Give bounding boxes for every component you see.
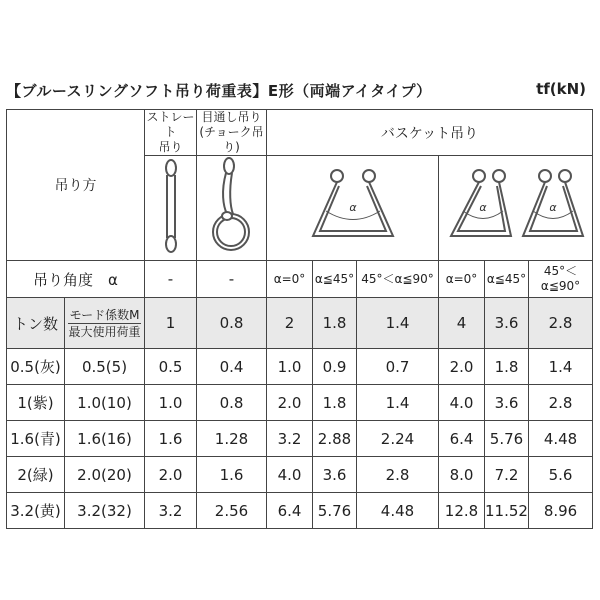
basket-header: バスケット吊り (267, 110, 593, 156)
value-cell: 2.88 (313, 421, 357, 457)
value-cell: 1.0 (145, 385, 197, 421)
value-cell: 4.48 (357, 493, 439, 529)
mode-value: 2 (267, 298, 313, 349)
table-title: 【ブルースリングソフト吊り荷重表】E形（両端アイタイプ） (6, 82, 432, 100)
basket-diagram-double (439, 156, 593, 261)
angle-cell: α=0° (439, 261, 485, 298)
mode-value: 4 (439, 298, 485, 349)
table-row (7, 349, 593, 385)
alpha-label: α (348, 201, 357, 214)
load-table (6, 109, 593, 529)
load-cell: 0.5(5) (65, 349, 145, 385)
unit-label: tf(kN) (536, 80, 586, 98)
load-cell: 3.2(32) (65, 493, 145, 529)
value-cell: 1.8 (485, 349, 529, 385)
value-cell: 8.96 (529, 493, 593, 529)
value-cell: 2.0 (439, 349, 485, 385)
value-cell: 5.76 (313, 493, 357, 529)
angle-cell: 45°＜α≦90° (357, 261, 439, 298)
mode-value: 1.4 (357, 298, 439, 349)
value-cell: 1.8 (313, 385, 357, 421)
angle-cell: - (197, 261, 267, 298)
choke-header-line1: 目通し吊り (201, 110, 262, 124)
value-cell: 2.8 (529, 385, 593, 421)
value-cell: 3.2 (267, 421, 313, 457)
value-cell: 6.4 (439, 421, 485, 457)
mode-value: 1 (145, 298, 197, 349)
value-cell: 1.4 (529, 349, 593, 385)
value-cell: 1.28 (197, 421, 267, 457)
table-row (7, 493, 593, 529)
value-cell: 4.48 (529, 421, 593, 457)
value-cell: 6.4 (267, 493, 313, 529)
value-cell: 5.6 (529, 457, 593, 493)
basket-double-icon (441, 156, 591, 256)
ton-cell: 0.5(灰) (7, 349, 65, 385)
choke-sling-icon (207, 156, 257, 256)
load-cell: 1.6(16) (65, 421, 145, 457)
mode-factor-text: モード係数M (69, 307, 140, 322)
value-cell: 0.5 (145, 349, 197, 385)
value-cell: 3.6 (485, 385, 529, 421)
alpha-label: α (548, 201, 557, 214)
choke-header-line2: (チョーク吊り) (199, 125, 264, 154)
value-cell: 5.76 (485, 421, 529, 457)
ton-cell: 3.2(黄) (7, 493, 65, 529)
value-cell: 12.8 (439, 493, 485, 529)
load-cell: 1.0(10) (65, 385, 145, 421)
value-cell: 2.56 (197, 493, 267, 529)
ton-cell: 1(紫) (7, 385, 65, 421)
ton-label: トン数 (7, 298, 65, 349)
value-cell: 1.6 (145, 421, 197, 457)
mode-factor-label (65, 298, 145, 349)
value-cell: 0.7 (357, 349, 439, 385)
value-cell: 2.8 (357, 457, 439, 493)
straight-header-line2: 吊り (158, 140, 183, 154)
straight-header (145, 110, 197, 156)
method-header: 吊り方 (7, 110, 145, 261)
value-cell: 2.0 (267, 385, 313, 421)
straight-header-line1: ストレート (146, 110, 195, 139)
angle-label: 吊り角度 α (7, 261, 145, 298)
max-load-text: 最大使用荷重 (68, 324, 141, 339)
value-cell: 4.0 (439, 385, 485, 421)
value-cell: 3.6 (313, 457, 357, 493)
straight-sling-diagram (145, 156, 197, 261)
table-row (7, 385, 593, 421)
angle-cell: α=0° (267, 261, 313, 298)
value-cell: 0.8 (197, 385, 267, 421)
mode-value: 3.6 (485, 298, 529, 349)
angle-cell: - (145, 261, 197, 298)
mode-value: 2.8 (529, 298, 593, 349)
value-cell: 4.0 (267, 457, 313, 493)
value-cell: 3.2 (145, 493, 197, 529)
ton-cell: 1.6(青) (7, 421, 65, 457)
table-row (7, 421, 593, 457)
straight-sling-icon (156, 158, 186, 254)
basket-diagram-single (267, 156, 439, 261)
value-cell: 1.4 (357, 385, 439, 421)
value-cell: 7.2 (485, 457, 529, 493)
mode-value: 0.8 (197, 298, 267, 349)
angle-cell: α≦45° (485, 261, 529, 298)
basket-single-icon (293, 156, 413, 256)
value-cell: 2.0 (145, 457, 197, 493)
ton-cell: 2(緑) (7, 457, 65, 493)
value-cell: 0.4 (197, 349, 267, 385)
value-cell: 2.24 (357, 421, 439, 457)
value-cell: 1.0 (267, 349, 313, 385)
value-cell: 8.0 (439, 457, 485, 493)
angle-cell: 45°＜α≦90° (529, 261, 593, 298)
value-cell: 11.52 (485, 493, 529, 529)
table-row (7, 457, 593, 493)
angle-cell: α≦45° (313, 261, 357, 298)
choke-sling-diagram (197, 156, 267, 261)
choke-header (197, 110, 267, 156)
value-cell: 1.6 (197, 457, 267, 493)
load-cell: 2.0(20) (65, 457, 145, 493)
alpha-label: α (478, 201, 487, 214)
value-cell: 0.9 (313, 349, 357, 385)
mode-value: 1.8 (313, 298, 357, 349)
